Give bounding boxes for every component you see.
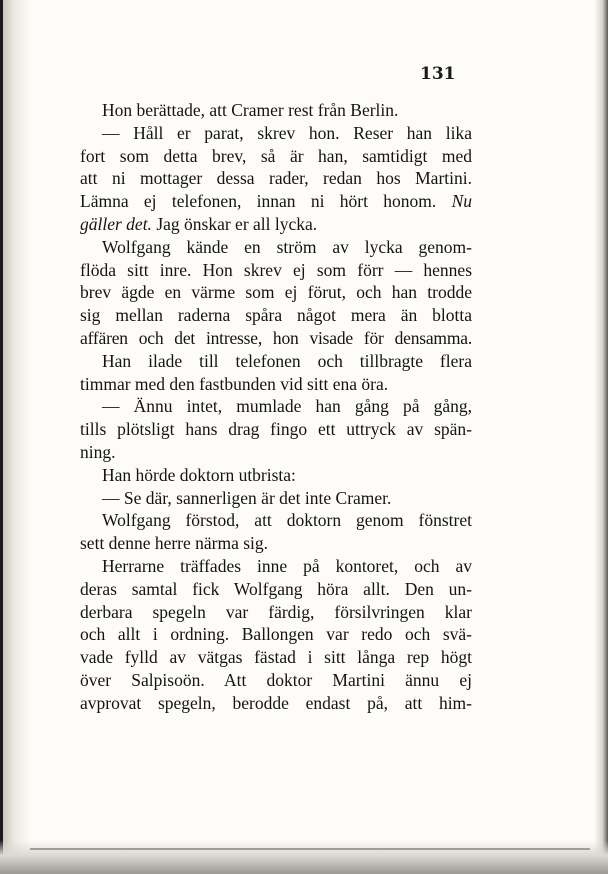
text-line-content: deras samtal fick Wolfgang höra allt. Den un- <box>80 578 472 599</box>
text-line <box>80 167 472 190</box>
text-line-content: Lämna ej telefonen, innan ni hört honom. <box>80 191 437 212</box>
text-line <box>80 555 472 578</box>
text-line <box>80 395 472 418</box>
text-line <box>80 441 472 464</box>
text-line <box>80 418 472 441</box>
text-line-content: över Salpisoön. Att doktor Martini ännu ej <box>80 669 472 690</box>
text-line-content: Wolfgang förstod, att doktorn genom fönstret <box>102 510 472 531</box>
text-line <box>80 327 472 350</box>
text-line <box>80 190 472 213</box>
text-line <box>80 464 472 487</box>
text-line <box>80 578 472 601</box>
text-line-content: att ni mottager dessa rader, redan hos Martini. <box>80 168 472 189</box>
text-line-content: Han hörde doktorn utbrista: <box>102 464 296 485</box>
text-line <box>80 213 472 236</box>
text-line-content: brev ägde en värme som ej förut, och han trodde <box>80 282 472 303</box>
page-number: 131 <box>420 64 456 84</box>
text-line <box>80 692 472 715</box>
text-line-content: vade fylld av vätgas fästad i sitt långa rep högt <box>80 647 472 668</box>
text-line-content: affären och det intresse, hon visade för densamma. <box>80 327 472 348</box>
text-line-content: — Håll er parat, skrev hon. Reser han lika <box>102 122 472 143</box>
text-line <box>80 259 472 282</box>
text-line-content: sig mellan raderna spåra något mera än blotta <box>80 305 472 326</box>
text-line-content: flöda sitt inre. Hon skrev ej som förr — hennes <box>80 259 472 280</box>
text-line-content: fort som detta brev, så är han, samtidigt med <box>80 145 472 166</box>
body-text <box>80 99 472 715</box>
text-line <box>80 373 472 396</box>
page-bottom-edge <box>0 840 608 874</box>
text-line <box>80 601 472 624</box>
text-line-content: Han ilade till telefonen och tillbragte flera <box>102 350 472 371</box>
text-line-content: gäller det. <box>80 213 152 234</box>
text-line-content: Wolfgang kände en ström av lycka genom- <box>102 236 472 257</box>
text-line-content: ning. <box>80 441 116 462</box>
text-line <box>80 236 472 259</box>
text-line-content: tills plötsligt hans drag fingo ett uttryck av spän- <box>80 419 472 440</box>
text-line <box>80 487 472 510</box>
page-right-edge <box>594 0 608 874</box>
text-line-content: timmar med den fastbunden vid sitt ena öra. <box>80 373 389 394</box>
page-bottom-line <box>30 848 590 850</box>
text-line <box>80 623 472 646</box>
text-line <box>80 281 472 304</box>
text-line <box>80 646 472 669</box>
text-line <box>80 304 472 327</box>
text-line-content: Hon berättade, att Cramer rest från Berlin. <box>102 100 399 120</box>
text-line-content: avprovat spegeln, berodde endast på, att him- <box>80 692 472 713</box>
text-line <box>80 669 472 692</box>
text-line-content: derbara spegeln var färdig, försilvringen klar <box>80 601 472 622</box>
text-line <box>80 350 472 373</box>
text-line-content: — Ännu intet, mumlade han gång på gång, <box>102 396 472 417</box>
text-line <box>80 532 472 555</box>
text-line-italic: Nu <box>451 191 472 212</box>
text-line <box>80 122 472 145</box>
text-line-tail: Jag önskar er all lycka. <box>151 213 318 234</box>
text-line-content: och allt i ordning. Ballongen var redo och svä- <box>80 624 472 645</box>
text-line <box>80 145 472 168</box>
text-line <box>80 509 472 532</box>
text-line <box>80 99 472 122</box>
text-line-content: — Se där, sannerligen är det inte Cramer. <box>102 487 392 508</box>
text-line-content: Herrarne träffades inne på kontoret, och av <box>102 555 472 576</box>
text-line-content: sett denne herre närma sig. <box>80 533 269 554</box>
binding-shadow <box>3 0 31 874</box>
